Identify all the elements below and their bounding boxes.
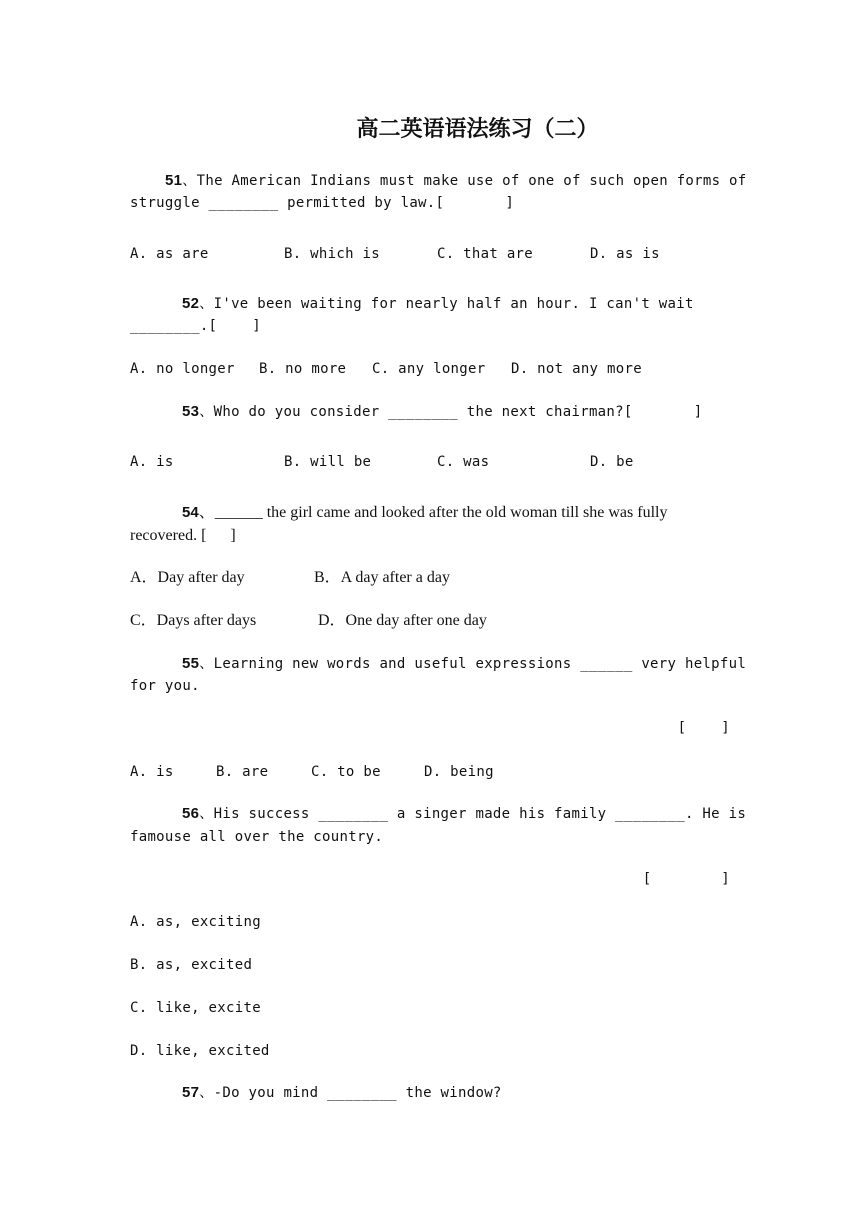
question-56: 56、His success ________ a singer made his family ________. He is bbox=[182, 805, 747, 822]
option-c: C. like, excite bbox=[130, 1000, 261, 1016]
question-text: The American Indians must make use of one of such open forms of bbox=[196, 173, 747, 189]
question-53: 53、Who do you consider ________ the next chairman?[ ] bbox=[182, 403, 703, 420]
option-a: A. as are bbox=[130, 246, 209, 262]
question-number: 52 bbox=[182, 295, 200, 312]
option-a: A. as, exciting bbox=[130, 914, 261, 930]
question-number: 55 bbox=[182, 655, 200, 672]
option-d: D. as is bbox=[590, 246, 660, 262]
question-56-line2: famouse all over the country. bbox=[130, 829, 384, 845]
option-b: B. which is bbox=[284, 246, 381, 262]
option-b: B. are bbox=[216, 764, 269, 780]
option-a: A. no longer bbox=[130, 361, 235, 377]
option-a: A. is bbox=[130, 764, 174, 780]
option-c: C. that are bbox=[437, 246, 534, 262]
question-52: 52、I've been waiting for nearly half an hour. I can't wait bbox=[182, 295, 694, 312]
question-55-line2: for you. bbox=[130, 678, 200, 694]
question-54: 54、______ the girl came and looked after the old woman till she was fully bbox=[182, 504, 668, 521]
question-54-line2: recovered. [ ] bbox=[130, 527, 236, 544]
answer-bracket: [ ] bbox=[677, 720, 730, 736]
question-number: 54 bbox=[182, 504, 199, 521]
page-title: 高二英语语法练习（二） bbox=[356, 117, 599, 142]
option-b: B. as, excited bbox=[130, 957, 253, 973]
question-55: 55、Learning new words and useful expressions ______ very helpful bbox=[182, 655, 747, 672]
option-a: A．Day after day bbox=[130, 569, 245, 586]
option-c: C. any longer bbox=[372, 361, 486, 377]
question-text: His success ________ a singer made his family ________. He is bbox=[213, 806, 747, 822]
question-text: Who do you consider ________ the next chairman?[ ] bbox=[213, 404, 703, 420]
option-c: C. was bbox=[437, 454, 490, 470]
question-51-line2: struggle ________ permitted by law.[ ] bbox=[130, 195, 515, 211]
option-b: B. will be bbox=[284, 454, 372, 470]
option-a: A. is bbox=[130, 454, 174, 470]
question-57: 57、-Do you mind ________ the window? bbox=[182, 1084, 502, 1101]
option-d: D．One day after one day bbox=[318, 612, 487, 629]
question-number: 51 bbox=[165, 172, 183, 189]
question-number: 53 bbox=[182, 403, 200, 420]
option-b: B. no more bbox=[259, 361, 347, 377]
option-d: D. like, excited bbox=[130, 1043, 270, 1059]
question-number: 56 bbox=[182, 805, 200, 822]
option-c: C．Days after days bbox=[130, 612, 257, 629]
option-c: C. to be bbox=[311, 764, 381, 780]
question-text: ______ the girl came and looked after the old woman till she was fully bbox=[214, 504, 668, 521]
question-text: Learning new words and useful expressions ______ very helpful bbox=[213, 656, 747, 672]
question-number: 57 bbox=[182, 1084, 200, 1101]
option-d: D. be bbox=[590, 454, 634, 470]
option-d: D. being bbox=[424, 764, 494, 780]
option-d: D. not any more bbox=[511, 361, 642, 377]
answer-bracket: [ ] bbox=[642, 871, 730, 887]
option-b: B．A day after a day bbox=[314, 569, 450, 586]
question-text: -Do you mind ________ the window? bbox=[213, 1085, 502, 1101]
question-51: 51、The American Indians must make use of one of such open forms of bbox=[165, 172, 747, 189]
question-52-line2: ________.[ ] bbox=[130, 318, 261, 334]
question-text: I've been waiting for nearly half an hour. I can't wait bbox=[213, 296, 694, 312]
